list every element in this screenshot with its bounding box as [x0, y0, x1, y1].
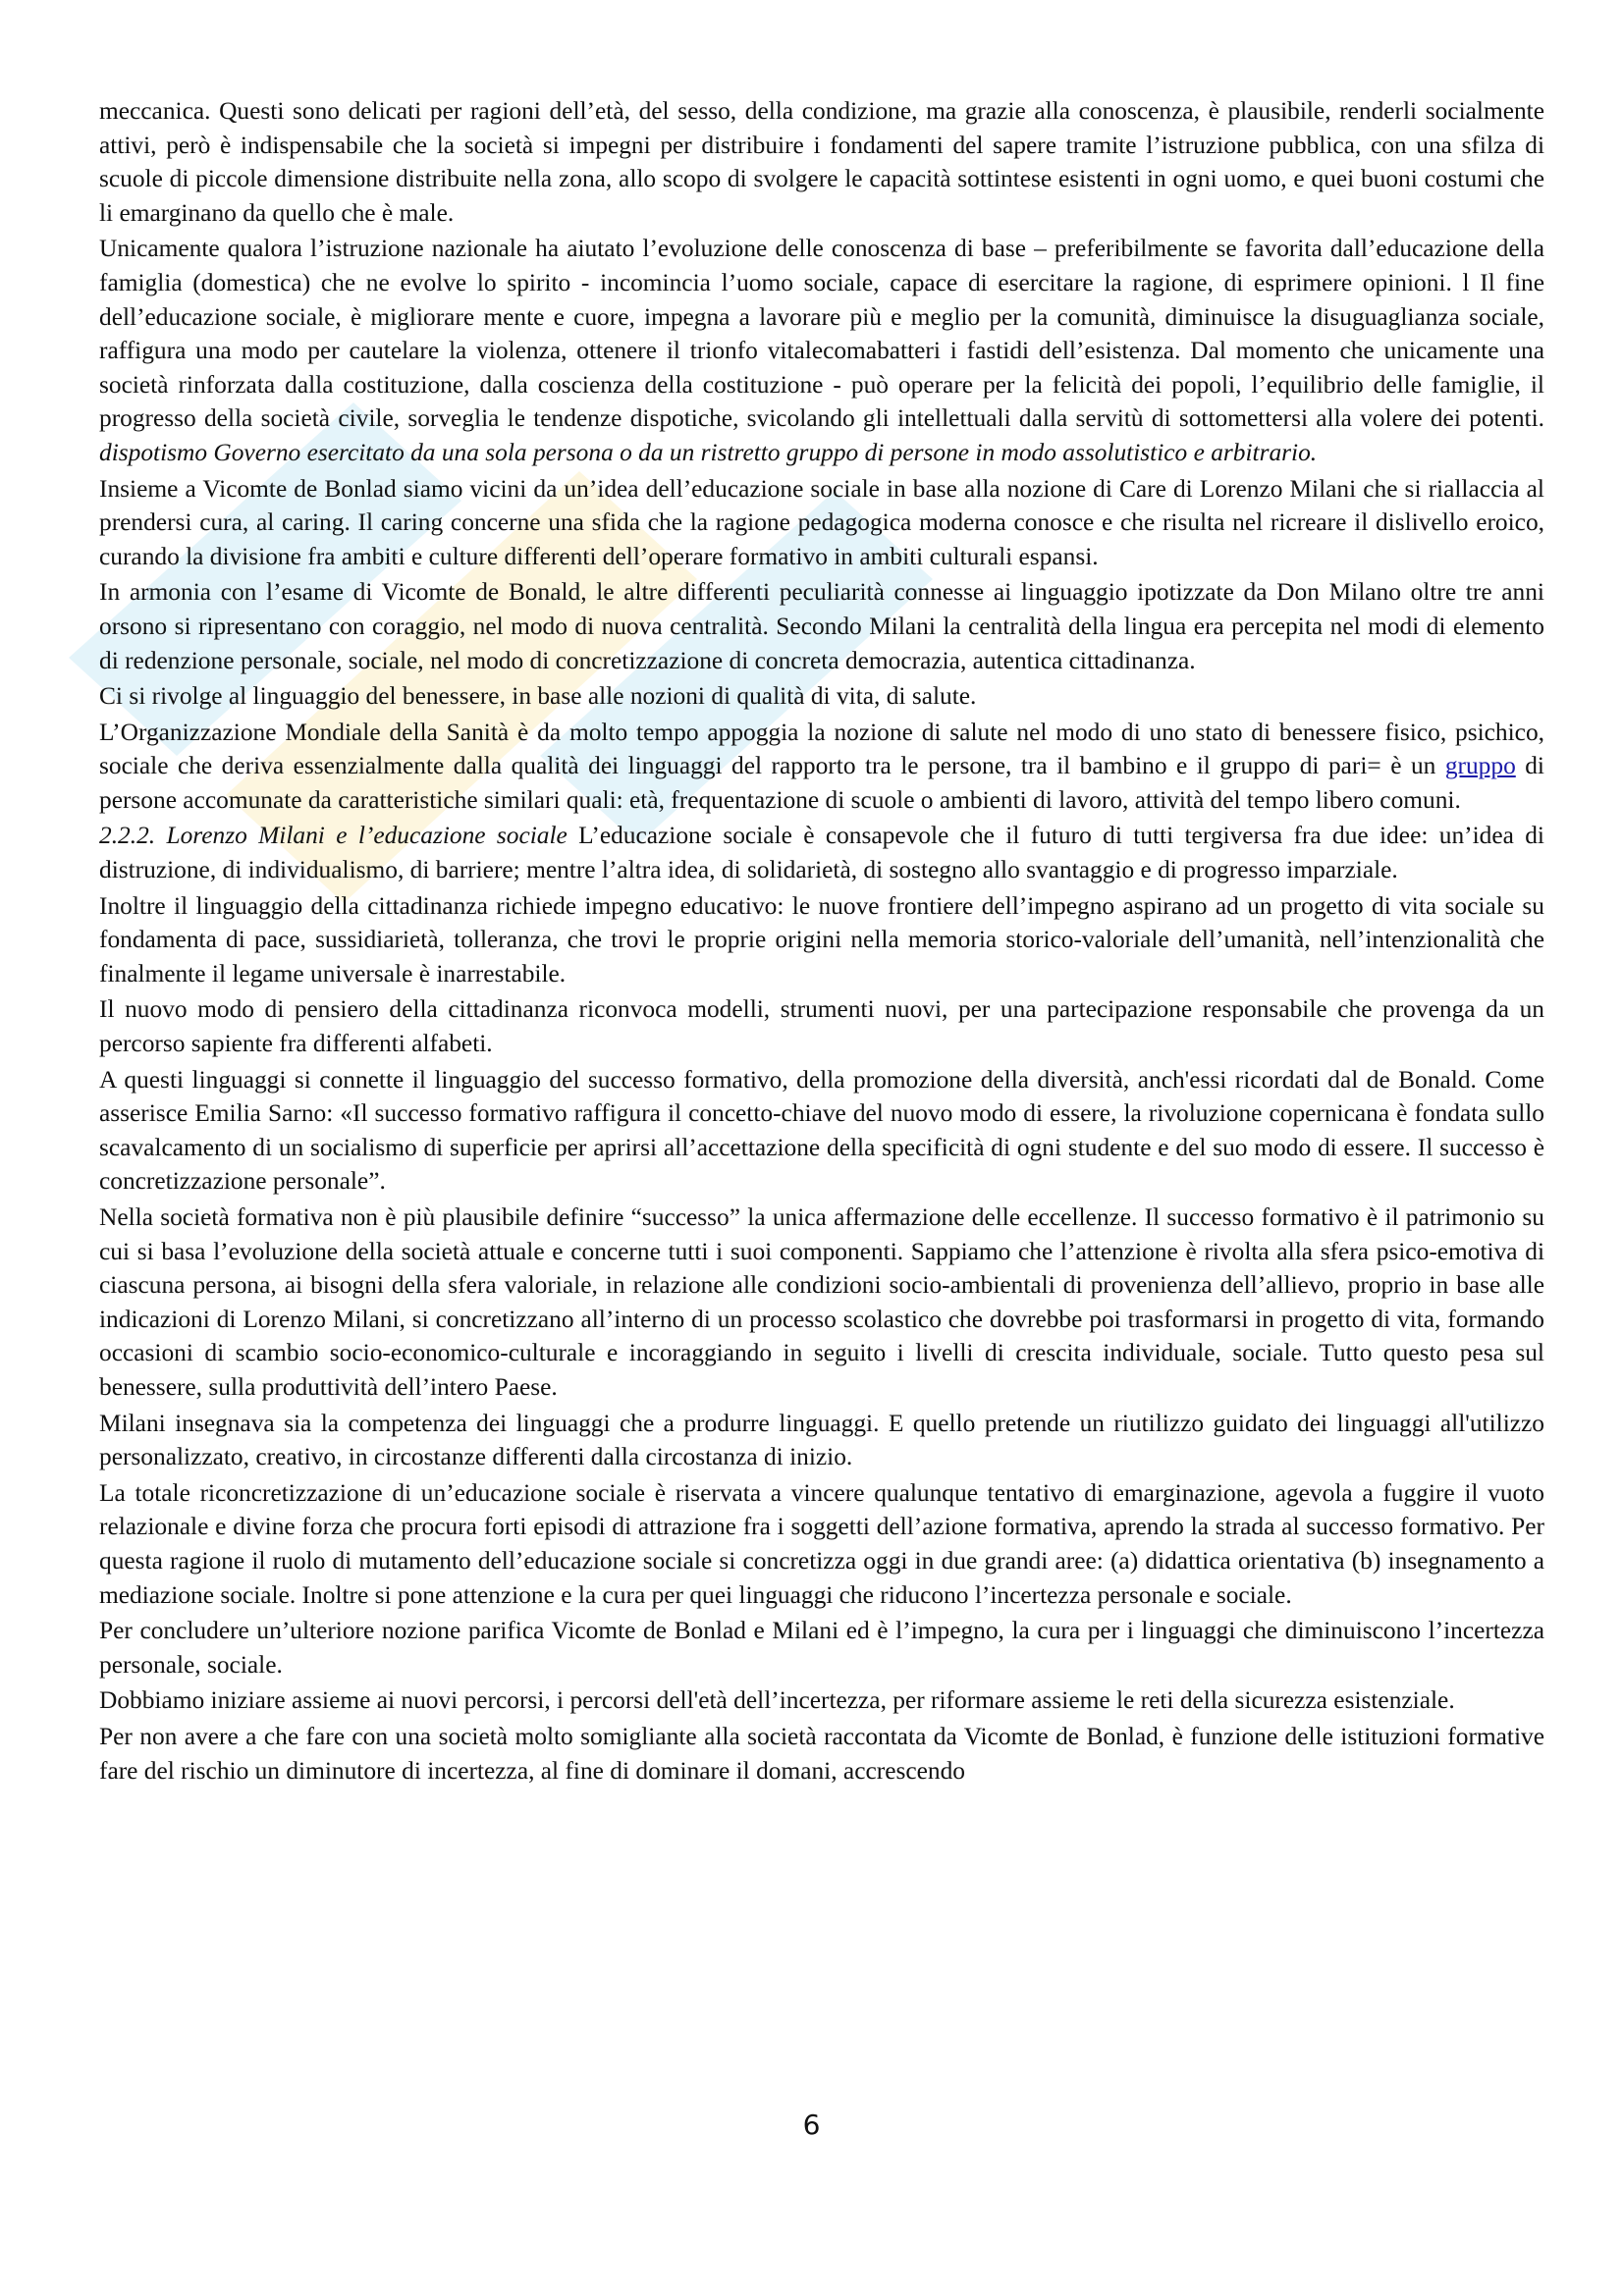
paragraph-2-text: Unicamente qualora l’istruzione nazionale ha aiutato l’evoluzione delle conoscenza di base – preferibilmente se favorita dall’educazione della famiglia (domestica) che ne evolve lo spirito - incomincia l’uomo sociale, capace di esercitare la ragione, di esprimere opinioni. l Il fine dell’educazione sociale, è migliorare mente e cuore, impegna a lavorare più e meglio per la comunità, diminuisce la disuguaglianza sociale, raffigura una modo per cautelare la violenza, ottenere il trionfo vitalecomabatteri i fastidi dell’esistenza. Dal momento che unicamente una società rinforzata dalla costituzione, dalla coscienza della costituzione - può operare per la felicità dei popoli, l’equilibrio delle famiglie, il progresso della società civile, sorveglia le tendenze dispotiche, svicolando gli intellettuali dalla servitù di sottomettersi alla volere dei potenti.: [99, 235, 1544, 433]
section-heading: 2.2.2. Lorenzo Milani e l’educazione sociale: [99, 822, 568, 850]
paragraph-15-text: Dobbiamo iniziare assieme ai nuovi percorsi, i percorsi dell'età dell’incertezza, per riformare assieme le reti della sicurezza esistenziale.: [99, 1686, 1455, 1715]
paragraph-14: [99, 1614, 1544, 1682]
paragraph-5-text: Ci si rivolge al linguaggio del benessere, in base alle nozioni di qualità di vita, di salute.: [99, 682, 977, 711]
paragraph-9: [99, 992, 1544, 1060]
page-number: 6: [802, 2109, 821, 2141]
paragraph-9-text: Il nuovo modo di pensiero della cittadinanza riconvoca modelli, strumenti nuovi, per una partecipazione responsabile che provenga da un percorso sapiente fra differenti alfabeti.: [99, 995, 1544, 1058]
paragraph-4-text: In armonia con l’esame di Vicomte de Bonald, le altre differenti peculiarità connesse ai linguaggio ipotizzate da Don Milano oltre tre anni orsono si ripresentano con coraggio, nel modo di nuova centralità. Secondo Milani la centralità della lingua era percepita nel modi di elemento di redenzione personale, sociale, nel modo di concretizzazione di concreta democrazia, autentica cittadinanza.: [99, 578, 1544, 674]
paragraph-7-text: L’educazione sociale è consapevole che il futuro di tutti tergiversa fra due idee: un’idea di distruzione, di individualismo, di barriere; mentre l’altra idea, di solidarietà, di sostegno allo svantaggio e di progresso imparziale.: [99, 822, 1544, 884]
document-body: [99, 94, 1544, 1789]
paragraph-3: [99, 472, 1544, 574]
paragraph-4: [99, 575, 1544, 677]
gruppo-link[interactable]: gruppo: [1444, 752, 1516, 780]
paragraph-13: [99, 1476, 1544, 1612]
paragraph-8: [99, 889, 1544, 991]
paragraph-10: [99, 1063, 1544, 1199]
paragraph-12-text: Milani insegnava sia la competenza dei linguaggi che a produrre linguaggi. E quello pretende un riutilizzo guidato dei linguaggi all'utilizzo personalizzato, creativo, in circostanze differenti dalla circostanza di inizio.: [99, 1409, 1544, 1471]
paragraph-7: [99, 819, 1544, 886]
paragraph-1: [99, 94, 1544, 230]
paragraph-16-text: Per non avere a che fare con una società molto somigliante alla società raccontata da Vicomte de Bonlad, è funzione delle istituzioni formative fare del rischio un diminutore di incertezza, al fine di dominare il domani, accrescendo: [99, 1722, 1544, 1785]
paragraph-2: [99, 232, 1544, 469]
paragraph-6: [99, 716, 1544, 818]
paragraph-3-text: Insieme a Vicomte de Bonlad siamo vicini da un’idea dell’educazione sociale in base alla nozione di Care di Lorenzo Milani che si riallaccia al prendersi cura, al caring. Il caring concerne una sfida che la ragione pedagogica moderna conosce e che risulta nel ricreare il dislivello eroico, curando la divisione fra ambiti e culture differenti dell’operare formativo in ambiti culturali espansi.: [99, 474, 1544, 570]
paragraph-11-text: Nella società formativa non è più plausibile definire “successo” la unica affermazione delle eccellenze. Il successo formativo è il patrimonio su cui si basa l’evoluzione della società attuale e concerne tutti i suoi componenti. Sappiamo che l’attenzione è rivolta alla sfera psico-emotiva di ciascuna persona, ai bisogni della sfera valoriale, in relazione alle condizioni socio-ambientali di provenienza dell’allievo, proprio in base alle indicazioni di Lorenzo Milani, si concretizzano all’interno di un processo scolastico che dovrebbe poi trasformarsi in progetto di vita, formando occasioni di scambio socio-economico-culturale e incoraggiando in seguito i livelli di crescita individuale, sociale. Tutto questo pesa sul benessere, sulla produttività dell’intero Paese.: [99, 1203, 1544, 1401]
paragraph-6-text-before: L’Organizzazione Mondiale della Sanità è da molto tempo appoggia la nozione di salute nel modo di uno stato di benessere fisico, psichico, sociale che deriva essenzialmente dalla qualità dei linguaggi del rapporto tra le persone, tra il bambino e il gruppo di pari= è un: [99, 718, 1544, 780]
paragraph-16: [99, 1720, 1544, 1788]
paragraph-10-text: A questi linguaggi si connette il linguaggio del successo formativo, della promozione della diversità, anch'essi ricordati dal de Bonald. Come asserisce Emilia Sarno: «Il successo formativo raffigura il concetto-chiave del nuovo modo di essere, la rivoluzione copernicana è fondata sullo scavalcamento di un socialismo di superficie per aprirsi all’accettazione della specificità di ogni studente e del suo modo di essere. Il successo è concretizzazione personale”.: [99, 1065, 1544, 1196]
paragraph-13-text: La totale riconcretizzazione di un’educazione sociale è riservata a vincere qualunque tentativo di emarginazione, agevola a fuggire il vuoto relazionale e divine forza che procura forti episodi di attrazione fra i soggetti dell’azione formativa, aprendo la strada al successo formativo. Per questa ragione il ruolo di mutamento dell’educazione sociale si concretizza oggi in due grandi aree: (a) didattica orientativa (b) insegnamento a mediazione sociale. Inoltre si pone attenzione e la cura per quei linguaggi che riducono l’incertezza personale e sociale.: [99, 1478, 1544, 1609]
paragraph-11: [99, 1201, 1544, 1405]
paragraph-15: [99, 1683, 1544, 1718]
paragraph-14-text: Per concludere un’ulteriore nozione parifica Vicomte de Bonlad e Milani ed è l’impegno, la cura per i linguaggi che diminuiscono l’incertezza personale, sociale.: [99, 1617, 1544, 1679]
paragraph-12: [99, 1407, 1544, 1474]
despotism-definition: dispotismo Governo esercitato da una sola persona o da un ristretto gruppo di persone in modo assolutistico e arbitrario.: [99, 438, 1318, 466]
paragraph-5: [99, 679, 1544, 714]
paragraph-6-text-after: di persone accomunate da caratteristiche similari quali: età, frequentazione di scuole o ambienti di lavoro, attività del tempo libero comuni.: [99, 752, 1544, 814]
paragraph-8-text: Inoltre il linguaggio della cittadinanza richiede impegno educativo: le nuove frontiere dell’impegno aspirano ad un progetto di vita sociale su fondamenta di pace, sussidiarietà, tolleranza, che trovi le proprie origini nella memoria storico-valoriale dell’umanità, nell’intenzionalità che finalmente il legame universale è inarrestabile.: [99, 891, 1544, 988]
paragraph-1-text: meccanica. Questi sono delicati per ragioni dell’età, del sesso, della condizione, ma grazie alla conoscenza, è plausibile, renderli socialmente attivi, però è indispensabile che la società si impegni per distribuire i fondamenti del sapere tramite l’istruzione pubblica, con una sfilza di scuole di piccole dimensione distribuite nella zona, allo scopo di svolgere le capacità sottintese esistenti in ogni uomo, e quei buoni costumi che li emarginano da quello che è male.: [99, 97, 1544, 227]
